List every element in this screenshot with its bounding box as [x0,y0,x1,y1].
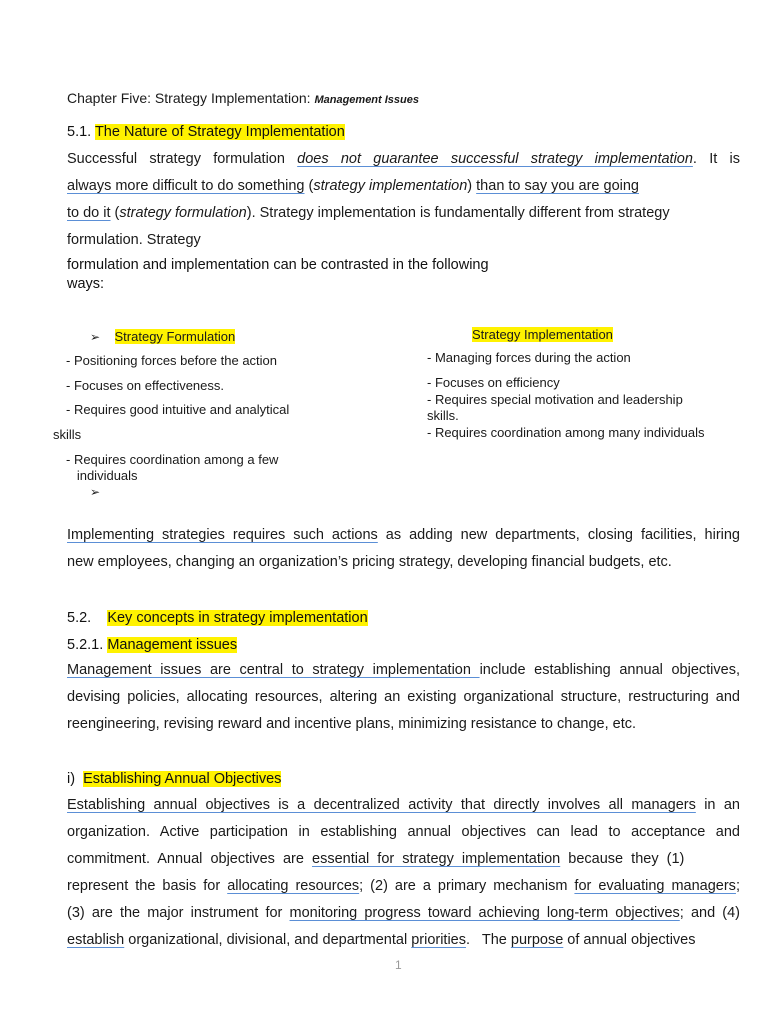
section-5-2-heading: 5.2. Key concepts in strategy implementation [67,610,368,626]
chapter-subtitle: Management Issues [314,94,419,106]
implementation-heading [472,327,613,342]
section-i-title: Establishing Annual Objectives [83,771,282,787]
section-i-heading: i) Establishing Annual Objectives [67,771,282,787]
implementation-title: Strategy Implementation [472,327,613,342]
formulation-item: - Requires good intuitive and analytical [66,402,290,417]
arrow-bullet-icon: ➢ [90,485,101,499]
formulation-heading [90,329,235,344]
paragraph-nature-line6: ways: [67,276,105,292]
paragraph-nature-line5: formulation and implementation can be contrasted in the following [67,257,489,273]
page-number: 1 [395,958,402,972]
section-5-2-1-title: Management issues [107,637,238,653]
implementation-item: - Focuses on efficiency [427,375,560,390]
formulation-item: - Positioning forces before the action [66,353,278,368]
formulation-item: skills [53,427,82,442]
chapter-title-text: Chapter Five: Strategy Implementation: [67,90,315,106]
paragraph-nature: Successful strategy formulation does not guarantee successful strategy implementation. It is always more difficult to do something (strategy implementation) than to say you are going to do it (strategy formulation). Strategy implementation is fundamentally different from strategy formulation. Strategy [67,151,740,248]
paragraph-management-issues: Management issues are central to strategy implementation include establishing annual objectives, devising policies, allocating resources, altering an existing organizational structure, restructuring and reengineering, revising reward and incentive plans, minimizing resistance to change, etc. [67,662,740,732]
arrow-bullet-icon: ➢ [90,330,101,344]
paragraph-annual-objectives: Establishing annual objectives is a decentralized activity that directly involves all managers in an organization. Active participation in establishing annual objectives can lead to acceptance and commitment. Annual objectives are essential for strategy implementation because they (1) represent the basis for allocating resources; (2) are a primary mechanism for evaluating managers; (3) are the major instrument for monitoring progress toward achieving long-term objectives; and (4) establish organizational, divisional, and departmental priorities. The purpose of annual objectives [67,797,740,948]
formulation-item: - Requires coordination among a few [66,452,279,467]
implementation-item: skills. [427,408,459,423]
implementation-item: - Requires coordination among many individuals [427,425,705,440]
section-5-1-heading: 5.1. The Nature of Strategy Implementation [67,124,345,140]
implementation-item: - Requires special motivation and leadership [427,392,683,407]
section-5-1-title: The Nature of Strategy Implementation [94,124,345,140]
formulation-item: - Focuses on effectiveness. [66,378,225,393]
implementation-item: - Managing forces during the action [427,350,631,365]
paragraph-actions: Implementing strategies requires such actions as adding new departments, closing facilities, hiring new employees, changing an organization’s pricing strategy, developing financial budgets, etc. [67,527,740,570]
section-5-2-title: Key concepts in strategy implementation [107,610,368,626]
formulation-item: individuals [66,468,138,483]
formulation-title: Strategy Formulation [114,329,236,344]
section-5-2-1-heading: 5.2.1. Management issues [67,637,238,653]
chapter-title [67,90,419,106]
